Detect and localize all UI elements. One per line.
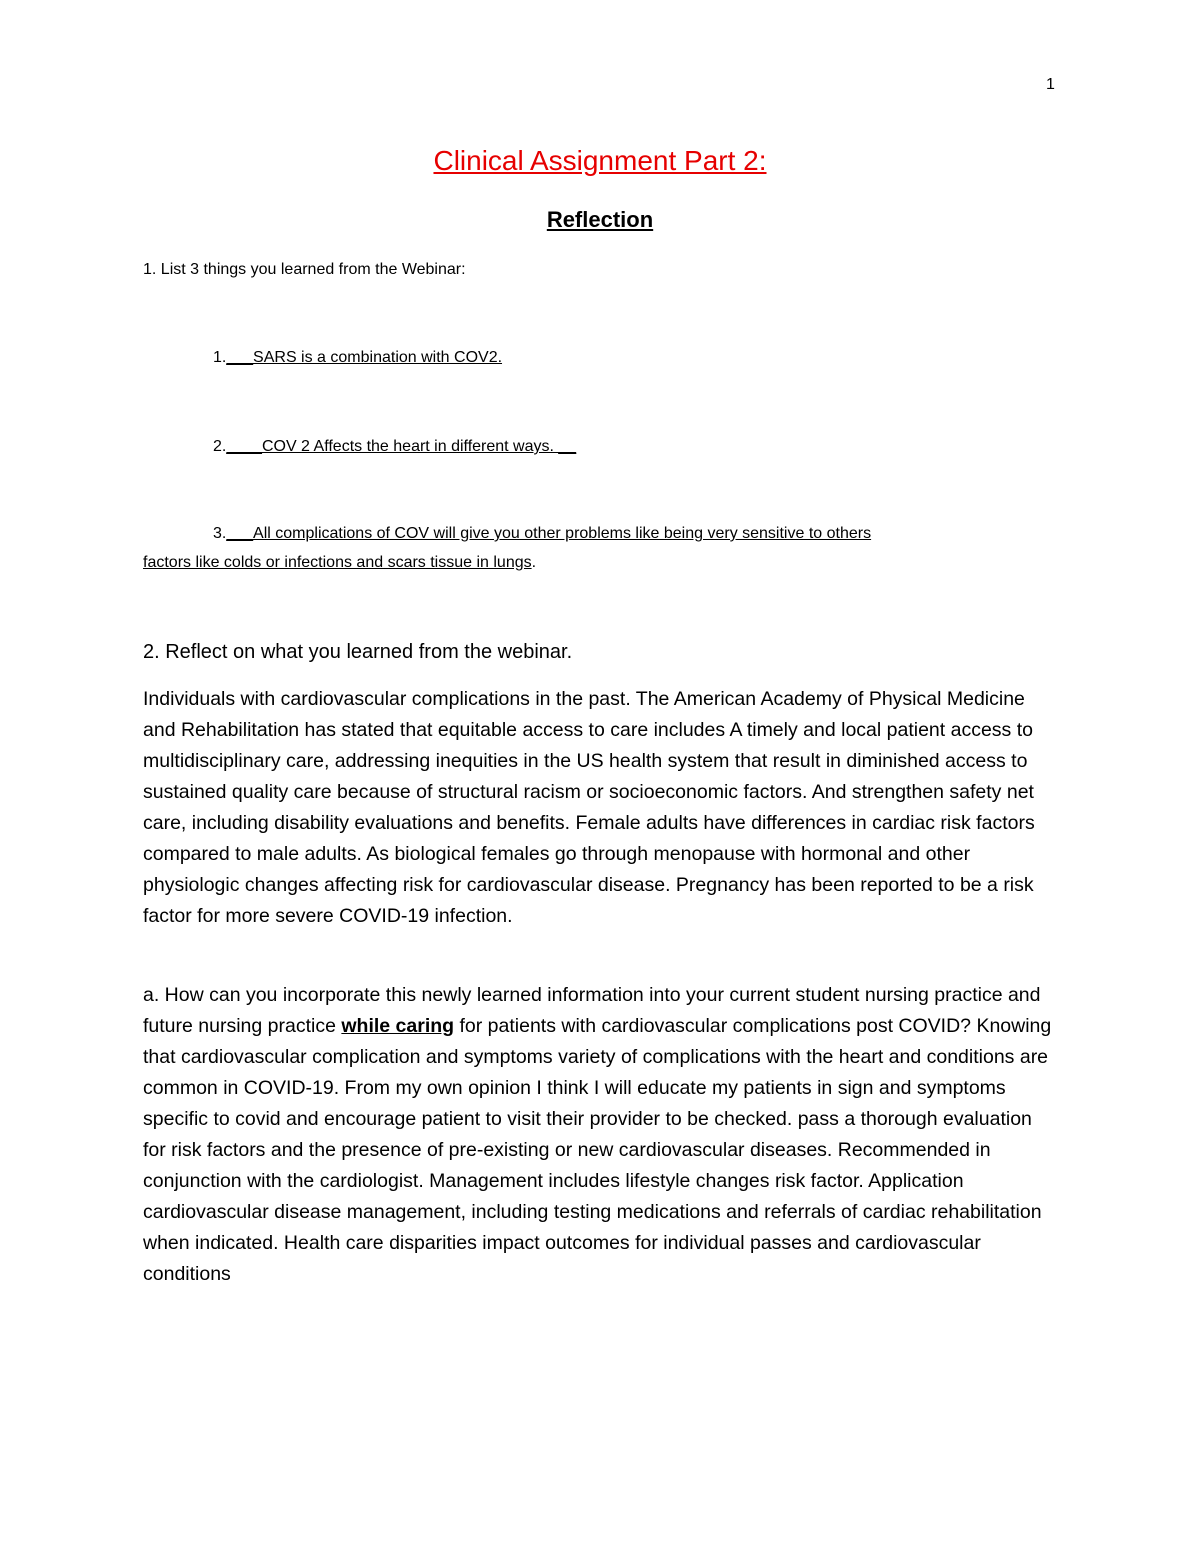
answer-3 bbox=[213, 525, 1043, 543]
answer-2 bbox=[213, 438, 576, 456]
question-1: 1. List 3 things you learned from the Webinar: bbox=[143, 261, 466, 278]
paragraph-text: for patients with cardiovascular complications post COVID? Knowing that cardiovascular complication and symptoms variety of complications with the heart and conditions are common in COVID-19. From my own opinion I think I will educate my patients in sign and symptoms specific to covid and encourage patient to visit their provider to be checked. pass a thorough evaluation for risk factors and the presence of pre-existing or new cardiovascular diseases. Recommended in conjunction with the cardiologist. Management includes lifestyle changes risk factor. Application cardiovascular disease management, including testing medications and referrals of cardiac rehabilitation when indicated. Health care disparities impact outcomes for individual passes and cardiovascular conditions bbox=[143, 1015, 1052, 1285]
answer-text: ____COV 2 Affects the heart in different ways. __ bbox=[226, 438, 577, 455]
page-number: 1 bbox=[1046, 76, 1055, 93]
answer-3-continuation bbox=[143, 554, 536, 572]
answer-number: 1. bbox=[213, 349, 227, 366]
emphasis-text: while caring bbox=[341, 1015, 455, 1037]
answer-number: 3. bbox=[213, 525, 227, 542]
incorporation-paragraph bbox=[143, 980, 1058, 1290]
question-2: 2. Reflect on what you learned from the webinar. bbox=[143, 641, 573, 663]
answer-end: . bbox=[531, 554, 537, 571]
answer-text: factors like colds or infections and scars tissue in lungs bbox=[143, 554, 532, 571]
document-title: Clinical Assignment Part 2: bbox=[433, 145, 767, 176]
section-heading: Reflection bbox=[546, 207, 654, 232]
reflection-paragraph: Individuals with cardiovascular complications in the past. The American Academy of Physical Medicine and Rehabilitation has stated that equitable access to care includes A timely and local patient access to multidisciplinary care, addressing inequities in the US health system that result in diminished access to sustained quality care because of structural racism or socioeconomic factors. And strengthen safety net care, including disability evaluations and benefits. Female adults have differences in cardiac risk factors compared to male adults. As biological females go through menopause with hormonal and other physiologic changes affecting risk for cardiovascular disease. Pregnancy has been reported to be a risk factor for more severe COVID-19 infection. bbox=[143, 688, 1035, 927]
answer-text: ___All complications of COV will give you other problems like being very sensitive to others bbox=[226, 525, 872, 542]
paragraph-text: a. How can you incorporate this newly learned information into your current student nursing practice and future nursing practice bbox=[143, 984, 1041, 1037]
answer-1 bbox=[213, 349, 502, 367]
answer-number: 2. bbox=[213, 438, 227, 455]
answer-text: ___SARS is a combination with COV2. bbox=[226, 349, 503, 366]
